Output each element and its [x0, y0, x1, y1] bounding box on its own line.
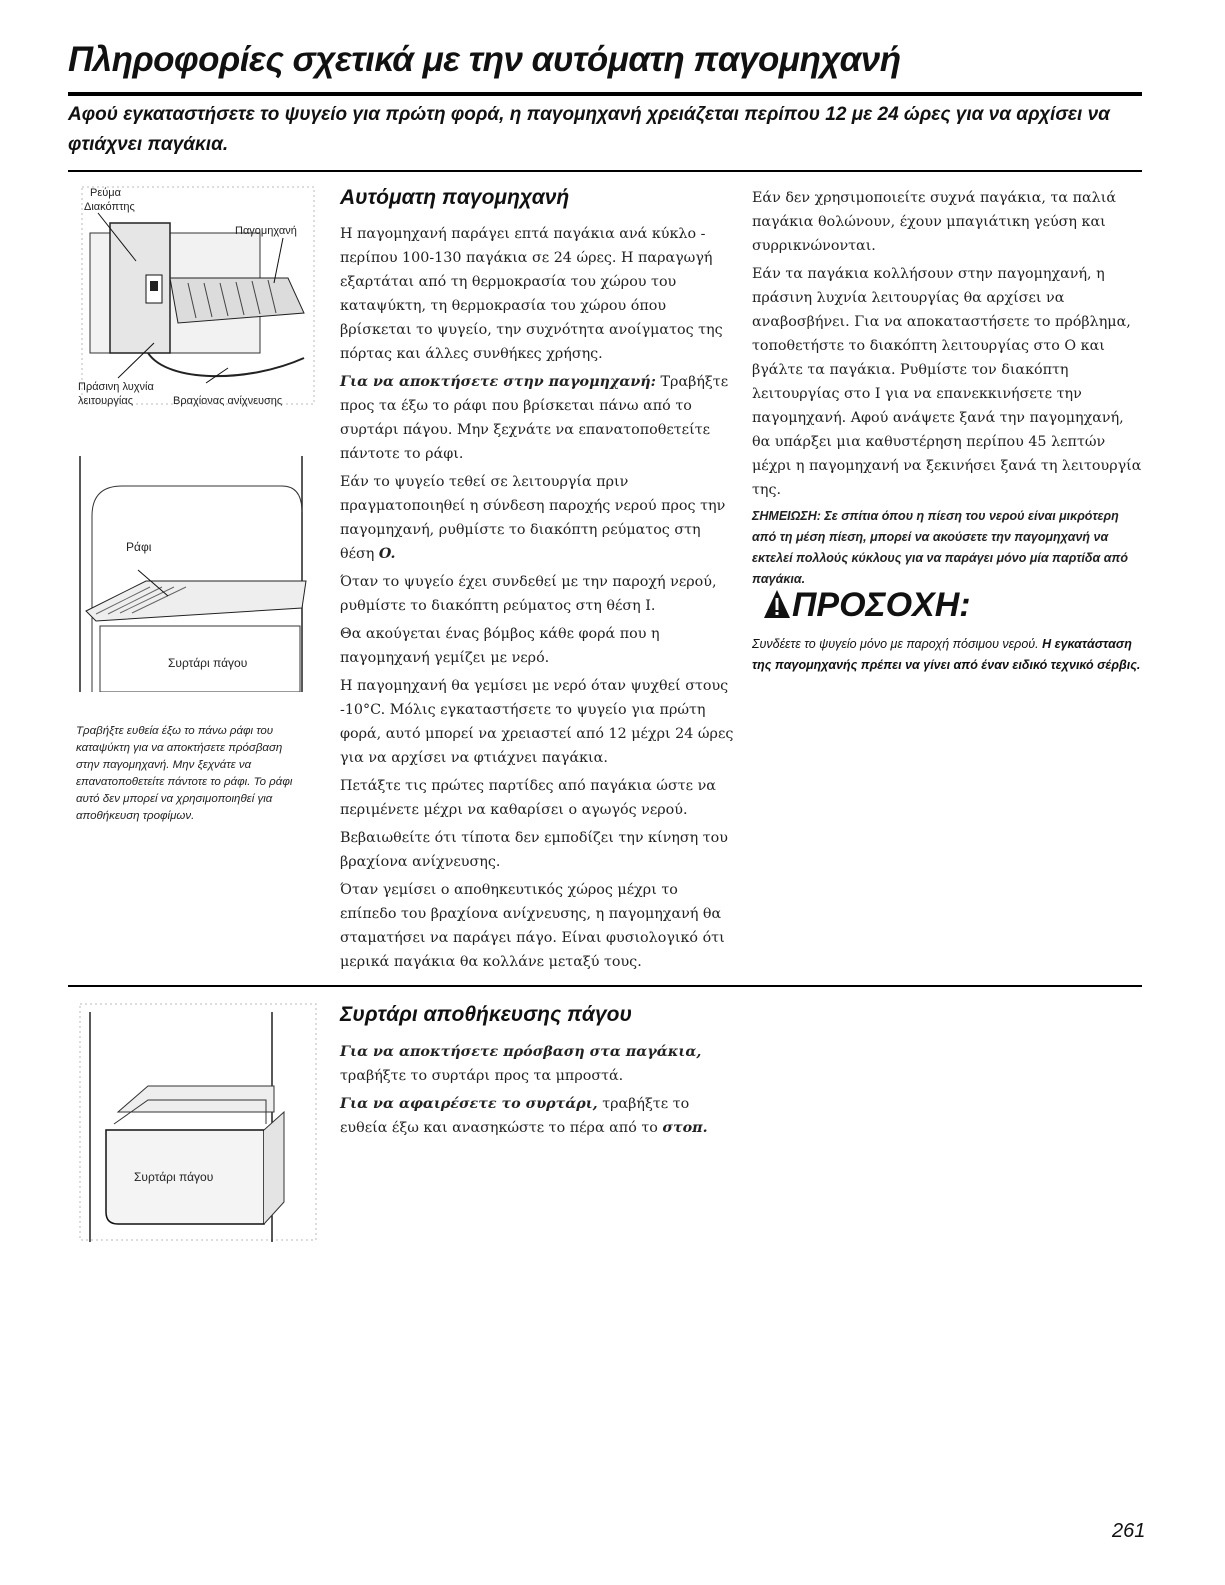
paragraph: Η παγομηχανή θα γεμίσει με νερό όταν ψυχθεί στους -10°C. Μόλις εγκαταστήσετε το ψυγείο για πρώτη φορά, αυτό μπορεί να χρειαστεί από 12 μέχρι 24 ώρες για να αρχίσει να φτιάχνει παγάκια.	[340, 678, 734, 766]
warning-heading: ΠΡΟΣΟΧΗ:	[792, 586, 971, 624]
warning-normal: Συνδέετε το ψυγείο μόνο με παροχή πόσιμου νερού.	[752, 637, 1039, 651]
paragraph: Εάν δεν χρησιμοποιείτε συχνά παγάκια, τα παλιά παγάκια θολώνουν, έχουν μπαγιάτικη γεύση και συρρικνώνονται.	[752, 190, 1116, 254]
paragraph-lead: Για να αφαιρέσετε το συρτάρι,	[340, 1096, 598, 1112]
section-rule	[68, 170, 1142, 172]
paragraph-lead: Για να αποκτήσετε πρόσβαση στα παγάκια,	[340, 1044, 702, 1060]
drawer-figure-label: Συρτάρι πάγου	[134, 1170, 214, 1184]
page-number: 261	[1112, 1520, 1146, 1542]
warning-icon	[762, 586, 792, 622]
green-light-label-2: λειτουργίας	[78, 395, 134, 407]
paragraph-mid: τραβήξτε το ευθεία έξω και ανασηκώστε το πέρα από το	[340, 1096, 690, 1136]
paragraph-rest: Τραβήξτε προς τα έξω το ράφι που βρίσκεται πάνω από το συρτάρι πάγου. Μην ξεχνάτε να επανατοποθετείτε πάντοτε το ράφι.	[340, 374, 729, 462]
shelf-caption: Τραβήξτε ευθεία έξω το πάνω ράφι του καταψύκτη για να αποκτήσετε πρόσβαση στην παγομηχανή. Μην ξεχνάτε να επανατοποθετείτε πάντοτε το ράφι. Το ράφι αυτό δεν μπορεί να χρησιμοποιηθεί για αποθήκευση τροφίμων.	[76, 725, 293, 822]
shelf-figure	[76, 456, 320, 692]
power-label: Ρεύμα	[90, 187, 121, 199]
section-body-drawer	[340, 1040, 740, 1144]
warning-bold: Η εγκατάσταση της παγομηχανής πρέπει να γίνει από έναν ειδικό τεχνικό σέρβις.	[752, 637, 1141, 672]
page-title: Πληροφορίες σχετικά με την αυτόματη παγομηχανή	[68, 40, 901, 79]
paragraph-rest: τραβήξτε το συρτάρι προς τα μπροστά.	[340, 1068, 624, 1084]
paragraph	[340, 1040, 740, 1088]
paragraph: Εάν τα παγάκια κολλήσουν στην παγομηχανή, η πράσινη λυχνία λειτουργίας θα αρχίσει να αναβοσβήνει. Για να αποκαταστήσετε το πρόβλημα, τοποθετήστε το διακόπτη λειτουργίας στο O και βγάλτε τα παγάκια. Ρυθμίστε τον διακόπτη λειτουργίας στο I για να επανεκκινήσετε την παγομηχανή. Αφού ανάψετε ξανά την παγομηχανή, θα υπάρξει μια καθυστέρηση περίπου 45 λεπτών μέχρι η παγομηχανή να ξεκινήσει ξανά τη λειτουργία της.	[752, 266, 1142, 498]
switch-label: Διακόπτης	[84, 201, 135, 213]
drawer-figure	[78, 1002, 318, 1242]
paragraph: Πετάξτε τις πρώτες παρτίδες από παγάκια ώστε να περιμένετε μέχρι να καθαρίσει ο αγωγός νερού.	[340, 778, 716, 818]
note-text: ΣΗΜΕΙΩΣΗ: Σε σπίτια όπου η πίεση του νερού είναι μικρότερη από τη μέση πίεση, μπορεί να ακούσετε την παγομηχανή να εκτελεί πολλούς κύκλους για να παράγει μόνο μία παρτίδα από παγάκια.	[752, 509, 1128, 586]
paragraph	[340, 370, 735, 466]
shelf-label: Ράφι	[126, 540, 152, 554]
paragraph-lead: Για να αποκτήσετε στην παγομηχανή:	[340, 374, 656, 390]
paragraph: Όταν γεμίσει ο αποθηκευτικός χώρος μέχρι το επίπεδο του βραχίονα ανίχνευσης, η παγομηχανή θα σταματήσει να παράγει πάγο. Είναι φυσιολογικό ότι μερικά παγάκια θα κολλάνε μεταξύ τους.	[340, 882, 725, 970]
intro-text: Αφού εγκαταστήσετε το ψυγείο για πρώτη φορά, η παγομηχανή χρειάζεται περίπου 12 με 24 ώρες για να αρχίσει να φτιάχνει παγάκια.	[68, 104, 1110, 155]
icemaker-label: Παγομηχανή	[235, 225, 297, 237]
paragraph: Βεβαιωθείτε ότι τίποτα δεν εμποδίζει την κίνηση του βραχίονα ανίχνευσης.	[340, 830, 728, 870]
paragraph-text: Εάν το ψυγείο τεθεί σε λειτουργία πριν πραγματοποιηθεί η σύνδεση παροχής νερού προς την παγομηχανή, ρυθμίστε το διακόπτη ρεύματος στη θέση	[340, 474, 726, 562]
icemaker-illustration	[78, 183, 318, 408]
title-rule	[68, 92, 1142, 96]
paragraph: Η παγομηχανή παράγει επτά παγάκια ανά κύκλο - περίπου 100-130 παγάκια σε 24 ώρες. Η παραγωγή εξαρτάται από τη θερμοκρασία του χώρου του καταψύκτη, τη θερμοκρασία του χώρου όπου βρίσκεται το ψυγείο, την συχνότητα ανοίγματος της πόρτας και άλλες συνθήκες χρήσης.	[340, 226, 723, 362]
sensor-arm-label: Βραχίονας ανίχνευσης	[173, 395, 283, 407]
paragraph: Όταν το ψυγείο έχει συνδεθεί με την παροχή νερού, ρυθμίστε το διακόπτη ρεύματος στη θέση I.	[340, 574, 717, 614]
green-light-label-1: Πράσινη λυχνία	[78, 381, 154, 393]
section-body-right	[752, 186, 1142, 590]
paragraph	[340, 470, 735, 566]
section-heading-drawer: Συρτάρι αποθήκευσης πάγου	[340, 1003, 632, 1026]
drawer-label: Συρτάρι πάγου	[168, 656, 248, 670]
paragraph-end: στοπ.	[662, 1120, 708, 1136]
paragraph	[340, 1092, 740, 1140]
icemaker-figure	[78, 183, 318, 408]
section-body-icemaker	[340, 222, 735, 978]
warning-text	[752, 634, 1142, 676]
drawer-illustration	[78, 1002, 318, 1242]
paragraph: Θα ακούγεται ένας βόμβος κάθε φορά που η παγομηχανή γεμίζει με νερό.	[340, 626, 660, 666]
section-rule-2	[68, 985, 1142, 987]
section-heading-icemaker: Αυτόματη παγομηχανή	[340, 186, 570, 209]
switch-position: O.	[378, 546, 396, 562]
